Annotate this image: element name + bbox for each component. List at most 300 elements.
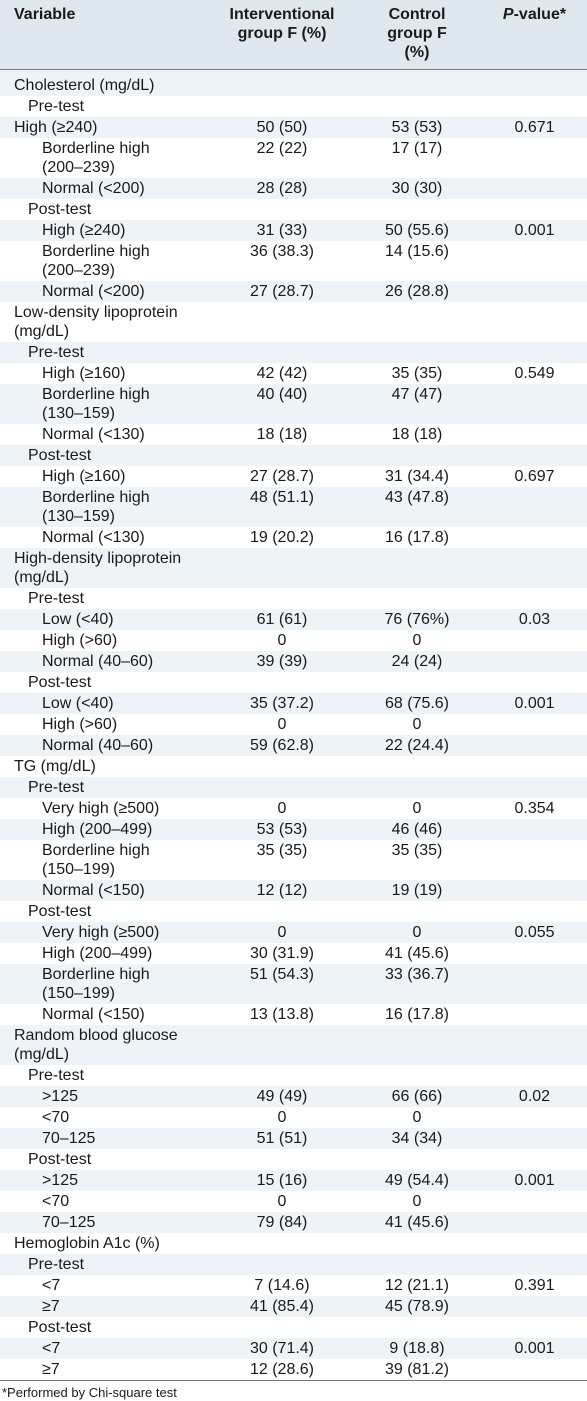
row-label [0,424,212,445]
header-row [0,0,587,70]
table-row [0,241,587,281]
cell-intervention [212,1149,352,1170]
cell-pvalue: 0.001 [514,1172,555,1189]
row-label [0,384,212,424]
row-label-line: Borderline high [42,966,150,983]
row-label-line: Post-test [28,1151,92,1168]
cell-pvalue: 0.391 [514,1277,555,1294]
row-label-line: Low (<40) [42,611,114,628]
row-label-line: (130–159) [42,405,115,422]
cell-control [352,901,482,922]
table-row [0,199,587,220]
row-label-line: >125 [42,1088,79,1105]
cell-control: 26 (28.8) [384,283,450,300]
header-pvalue-rest: -value* [513,6,567,23]
table-row [0,777,587,798]
table-row [0,880,587,901]
header-pvalue-italic: P [502,6,514,23]
row-label [0,117,212,138]
cell-pvalue: 0.549 [514,365,555,382]
cell-control [352,445,482,466]
cell-control [352,1233,482,1254]
cell-pvalue [482,1004,587,1025]
cell-intervention: 0 [277,716,287,733]
row-label [0,819,212,840]
cell-intervention [212,672,352,693]
cell-intervention: 7 (14.6) [254,1277,310,1294]
cell-control: 12 (21.1) [384,1277,450,1294]
row-label-line: Pre-test [28,1067,85,1084]
cell-intervention: 13 (13.8) [249,1006,315,1023]
cell-control [352,756,482,777]
cell-control: 22 (24.4) [384,737,450,754]
row-label [0,1170,212,1191]
row-label-line: Pre-test [28,98,85,115]
table-row [0,1065,587,1086]
row-label [0,199,212,220]
cell-pvalue [482,281,587,302]
cell-intervention: 49 (49) [256,1088,308,1105]
cell-pvalue: 0.055 [514,924,555,941]
row-label [0,651,212,672]
cell-control: 9 (18.8) [389,1340,445,1357]
table-row [0,1317,587,1338]
row-label [0,1025,212,1065]
cell-pvalue: 0.354 [514,800,555,817]
cell-control: 34 (34) [391,1130,443,1147]
table-row [0,588,587,609]
header-control-line: Control [388,6,446,23]
row-label-line: Pre-test [28,590,85,607]
cell-intervention: 41 (85.4) [249,1298,315,1315]
table-row [0,1107,587,1128]
row-label [0,1359,212,1381]
table-body [0,70,587,1381]
cell-intervention [212,1233,352,1254]
cell-intervention [212,1317,352,1338]
cell-control: 39 (81.2) [352,1359,482,1381]
cell-control [352,588,482,609]
row-label-line: TG (mg/dL) [14,758,96,775]
cell-intervention [212,96,352,117]
row-label-line: Post-test [28,1319,92,1336]
cell-pvalue [482,630,587,651]
cell-intervention: 51 (51) [256,1130,308,1147]
table-row [0,1233,587,1254]
cell-intervention: 36 (38.3) [249,243,315,260]
row-label [0,445,212,466]
cell-pvalue [482,1296,587,1317]
row-label-line: High (≥240) [42,222,126,239]
row-label [0,70,212,97]
cell-intervention [212,70,352,97]
row-label [0,1149,212,1170]
table-row [0,1254,587,1275]
table-row [0,714,587,735]
cell-control: 43 (47.8) [384,489,450,506]
row-label [0,302,212,342]
cell-control: 41 (45.6) [384,1214,450,1231]
cell-control: 0 [412,800,422,817]
row-label-line: Hemoglobin A1c (%) [14,1235,160,1252]
cell-pvalue [482,964,587,1004]
row-label [0,487,212,527]
table-row [0,1212,587,1233]
table-row [0,609,587,630]
cell-control: 19 (19) [391,882,443,899]
cell-pvalue: 0.671 [514,119,555,136]
cell-control [352,199,482,220]
cell-pvalue [482,1191,587,1212]
cell-control [352,1317,482,1338]
cell-intervention: 42 (42) [256,365,308,382]
row-label [0,1317,212,1338]
row-label-line: Random blood glucose (mg/dL) [14,1027,178,1063]
cell-intervention [212,756,352,777]
row-label-line: <7 [42,1277,61,1294]
row-label-line: <70 [42,1193,70,1210]
row-label [0,735,212,756]
cell-pvalue [482,756,587,777]
row-label-line: Very high (≥500) [42,924,160,941]
row-label-line: Normal (<150) [42,1006,145,1023]
row-label [0,1296,212,1317]
cell-pvalue [482,1107,587,1128]
cell-intervention: 30 (31.9) [249,945,315,962]
cell-pvalue: 0.001 [514,695,555,712]
header-control-line: (%) [404,44,430,61]
row-label-line: <70 [42,1109,70,1126]
cell-pvalue [482,943,587,964]
row-label-line: Normal (<150) [42,882,145,899]
cell-intervention [212,445,352,466]
cell-control [352,548,482,588]
row-label-line: High (>60) [42,716,118,733]
cell-intervention [212,777,352,798]
table-row [0,943,587,964]
row-label-line: Low-density lipoprotein (mg/dL) [14,304,178,340]
row-label-line: (200–239) [42,159,115,176]
cell-intervention: 39 (39) [256,653,308,670]
row-label-line: Normal (40–60) [42,737,154,754]
table-row [0,363,587,384]
cell-control [352,1025,482,1065]
cell-intervention: 19 (20.2) [249,529,315,546]
row-label-line: High (≥160) [42,468,126,485]
cell-control: 35 (35) [391,842,443,859]
table-row [0,693,587,714]
row-label-line: Normal (<130) [42,529,145,546]
cell-pvalue [482,588,587,609]
cell-control: 76 (76%) [384,611,450,628]
row-label [0,588,212,609]
table-row [0,1191,587,1212]
cell-intervention: 31 (33) [256,222,308,239]
row-label-line: Post-test [28,447,92,464]
cell-control: 14 (15.6) [384,243,450,260]
cell-pvalue [482,96,587,117]
row-label-line: ≥7 [42,1298,60,1315]
table-row [0,922,587,943]
cell-pvalue [482,819,587,840]
table-row [0,527,587,548]
row-label-line: Borderline high [42,243,150,260]
table-row [0,901,587,922]
cell-pvalue [482,70,587,97]
header-intervention [212,0,352,70]
table-row [0,672,587,693]
cell-intervention: 28 (28) [256,180,308,197]
cell-intervention: 61 (61) [256,611,308,628]
table-row [0,630,587,651]
cell-pvalue [482,1128,587,1149]
cell-control: 47 (47) [391,386,443,403]
cell-pvalue: 0.03 [518,611,551,628]
cell-pvalue: 0.02 [518,1088,551,1105]
table-header [0,0,587,70]
cell-pvalue [482,241,587,281]
row-label-line: High (200–499) [42,821,153,838]
table-row [0,1296,587,1317]
cell-pvalue [482,199,587,220]
cell-intervention: 30 (71.4) [249,1340,315,1357]
row-label [0,943,212,964]
row-label [0,901,212,922]
table-footnote: *Performed by Chi-square test [2,1385,177,1400]
cell-pvalue [482,178,587,199]
row-label-line: <7 [42,1340,61,1357]
cell-intervention [212,588,352,609]
row-label [0,363,212,384]
row-label [0,466,212,487]
cell-intervention: 0 [277,1193,287,1210]
row-label [0,241,212,281]
cell-pvalue: 0.001 [514,222,555,239]
table-row [0,756,587,777]
cell-intervention: 27 (28.7) [249,283,315,300]
cell-pvalue [482,548,587,588]
row-label-line: High (≥240) [14,119,98,136]
cell-intervention: 79 (84) [256,1214,308,1231]
table-row [0,1025,587,1065]
row-label [0,1086,212,1107]
row-label [0,220,212,241]
row-label-line: Pre-test [28,1256,85,1273]
row-label-line: (150–199) [42,985,115,1002]
row-label [0,96,212,117]
cell-intervention [212,1025,352,1065]
cell-intervention: 48 (51.1) [249,489,315,506]
cell-pvalue [482,445,587,466]
cell-pvalue [482,1317,587,1338]
table-row [0,117,587,138]
cell-pvalue [482,1149,587,1170]
row-label-line: >125 [42,1172,79,1189]
cell-pvalue [482,1025,587,1065]
cell-control: 66 (66) [391,1088,443,1105]
table-row [0,651,587,672]
cell-control: 68 (75.6) [384,695,450,712]
cell-control [352,1254,482,1275]
cell-intervention [212,342,352,363]
header-control-line: group F [387,25,447,42]
cell-intervention: 12 (28.6) [212,1359,352,1381]
cell-control: 49 (54.4) [384,1172,450,1189]
header-pvalue [482,0,587,70]
row-label-line: (130–159) [42,508,115,525]
cell-pvalue [482,880,587,901]
cell-control: 0 [412,924,422,941]
table-row [0,1359,587,1381]
row-label [0,178,212,199]
table-row [0,178,587,199]
header-variable-line: Variable [14,6,76,23]
cell-pvalue [482,901,587,922]
table-row [0,735,587,756]
row-label-line: 70–125 [42,1130,96,1147]
row-label-line: Cholesterol (mg/dL) [14,77,155,94]
cell-intervention [212,1065,352,1086]
cell-intervention [212,302,352,342]
row-label-line: High (200–499) [42,945,153,962]
table-row [0,1338,587,1359]
cell-control [352,302,482,342]
row-label-line: Low (<40) [42,695,114,712]
cell-pvalue [482,1212,587,1233]
cell-control: 50 (55.6) [384,222,450,239]
row-label [0,1065,212,1086]
row-label [0,281,212,302]
row-label-line: Post-test [28,903,92,920]
table-row [0,964,587,1004]
cell-pvalue [482,672,587,693]
cell-intervention: 0 [277,924,287,941]
cell-intervention: 0 [277,632,287,649]
row-label [0,777,212,798]
row-label-line: Normal (40–60) [42,653,154,670]
row-label-line: (150–199) [42,861,115,878]
row-label [0,922,212,943]
row-label-line: Normal (<130) [42,426,145,443]
row-label [0,840,212,880]
cell-pvalue [482,527,587,548]
row-label-line: Post-test [28,201,92,218]
cell-intervention: 51 (54.3) [249,966,315,983]
row-label-line: High-density lipoprotein (mg/dL) [14,550,182,586]
row-label [0,342,212,363]
cell-pvalue [482,1233,587,1254]
cell-control [352,70,482,97]
cell-control [352,1149,482,1170]
cell-pvalue [482,777,587,798]
cell-control: 31 (34.4) [384,468,450,485]
cell-pvalue [482,424,587,445]
cell-pvalue [482,735,587,756]
table-row [0,1128,587,1149]
table-row [0,487,587,527]
row-label-line: High (≥160) [42,365,126,382]
table-row [0,819,587,840]
row-label [0,1191,212,1212]
row-label [0,527,212,548]
cell-pvalue [482,487,587,527]
table-row [0,281,587,302]
row-label [0,1275,212,1296]
row-label [0,1338,212,1359]
table-row [0,466,587,487]
header-variable [0,0,212,70]
cell-control [352,1065,482,1086]
row-label [0,964,212,1004]
row-label-line: Pre-test [28,344,85,361]
cell-intervention: 15 (16) [256,1172,308,1189]
row-label [0,1233,212,1254]
cell-control: 0 [412,1109,422,1126]
row-label [0,1212,212,1233]
cell-intervention: 59 (62.8) [249,737,315,754]
cell-pvalue [482,302,587,342]
cell-control: 16 (17.8) [384,529,450,546]
row-label [0,756,212,777]
table-row [0,1004,587,1025]
cell-control: 17 (17) [391,140,443,157]
row-label [0,1128,212,1149]
row-label-line: Borderline high [42,140,150,157]
cell-control: 53 (53) [391,119,443,136]
cell-control: 45 (78.9) [384,1298,450,1315]
cell-intervention: 53 (53) [256,821,308,838]
table-row [0,424,587,445]
row-label [0,672,212,693]
table-row [0,548,587,588]
row-label-line: High (>60) [42,632,118,649]
cell-intervention: 0 [277,1109,287,1126]
cell-intervention [212,199,352,220]
cell-control: 0 [412,1193,422,1210]
cell-control: 16 (17.8) [384,1006,450,1023]
cell-intervention [212,1254,352,1275]
row-label-line: Borderline high [42,386,150,403]
cell-control: 30 (30) [391,180,443,197]
cell-intervention: 35 (35) [256,842,308,859]
cell-pvalue [482,714,587,735]
cell-pvalue [482,840,587,880]
cell-control [352,672,482,693]
header-intervention-line: group F (%) [237,25,327,42]
cell-intervention: 12 (12) [256,882,308,899]
row-label-line: Borderline high [42,842,150,859]
header-intervention-line: Interventional [229,6,335,23]
table-row [0,384,587,424]
cell-pvalue: 0.697 [514,468,555,485]
table-row [0,96,587,117]
row-label [0,548,212,588]
row-label [0,693,212,714]
table-row [0,302,587,342]
cell-control [352,777,482,798]
cell-intervention: 50 (50) [256,119,308,136]
table-row [0,220,587,241]
row-label-line: Very high (≥500) [42,800,160,817]
cell-pvalue [482,651,587,672]
row-label-line: 70–125 [42,1214,96,1231]
cell-control: 24 (24) [391,653,443,670]
row-label [0,880,212,901]
cell-control: 41 (45.6) [384,945,450,962]
cell-control: 0 [412,716,422,733]
row-label-line: Pre-test [28,779,85,796]
row-label [0,1107,212,1128]
